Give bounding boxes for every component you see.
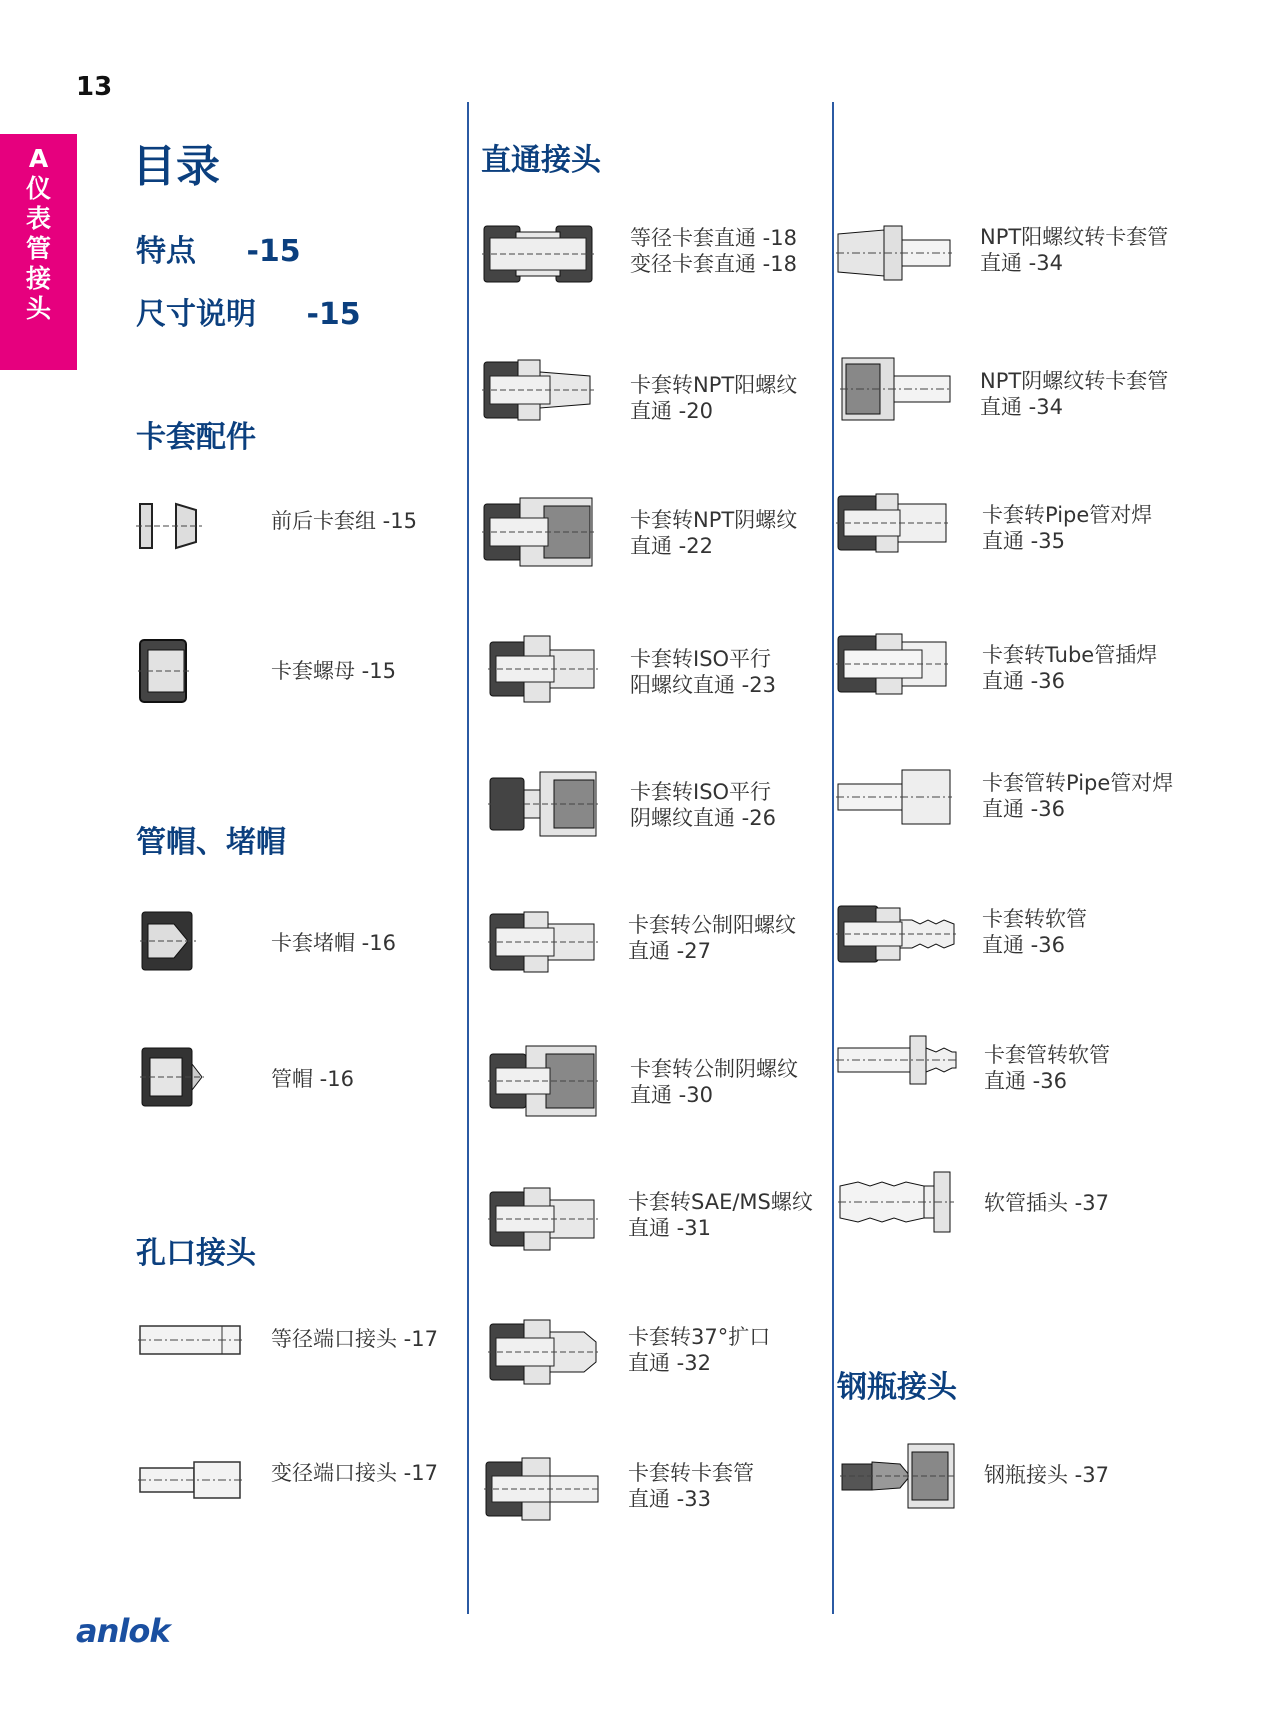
item-label-line1: 卡套转公制阳螺纹 (628, 913, 796, 937)
section-heading-straight: 直通接头 (481, 143, 601, 178)
catalog-item-link[interactable] (982, 770, 1173, 822)
item-label-line2: 直通 -32 (628, 1351, 711, 1375)
tube-adapter-icon (484, 1456, 600, 1522)
male-iso-connector-icon (488, 634, 598, 704)
item-label: 卡套堵帽 -16 (271, 931, 396, 955)
side-tab-char: 头 (25, 294, 51, 323)
catalog-item-link[interactable] (628, 1324, 770, 1376)
catalog-item-link[interactable] (271, 1326, 438, 1352)
item-label-line2: 直通 -36 (984, 1069, 1067, 1093)
item-label-line1: 钢瓶接头 -37 (984, 1463, 1109, 1487)
item-label-line2: 直通 -36 (982, 933, 1065, 957)
catalog-item-link[interactable] (630, 646, 776, 698)
item-label-line2: 直通 -34 (980, 251, 1063, 275)
item-label-line2: 直通 -34 (980, 395, 1063, 419)
hose-connector-icon (836, 904, 956, 964)
item-label-line2: 直通 -20 (630, 399, 713, 423)
toc-dims-page: -15 (306, 297, 361, 332)
item-label-line2: 直通 -36 (982, 669, 1065, 693)
item-label-line1: 卡套转Pipe管对焊 (982, 503, 1153, 527)
section-heading-cylinder: 钢瓶接头 (837, 1370, 957, 1405)
hose-barb-icon (838, 1170, 954, 1234)
item-label-line1: 卡套转公制阴螺纹 (630, 1057, 798, 1081)
catalog-item-link[interactable] (630, 779, 776, 831)
item-label-line1: 软管插头 -37 (984, 1191, 1109, 1215)
toc-title: 目录 (132, 141, 220, 192)
item-label-line1: 卡套管转Pipe管对焊 (982, 771, 1174, 795)
toc-features-page: -15 (246, 234, 301, 269)
item-label-line1: 卡套转ISO平行 (630, 780, 772, 804)
catalog-item-link[interactable] (980, 368, 1168, 420)
pipe-butt-weld-connector-icon (836, 492, 948, 554)
catalog-item-link[interactable] (984, 1462, 1109, 1488)
reducing-port-icon (138, 1456, 242, 1504)
catalog-item-link[interactable] (630, 225, 797, 277)
brand-logo: anlok (76, 1612, 170, 1650)
toc-dims-link[interactable] (136, 289, 361, 333)
item-label-line1: 卡套转卡套管 (628, 1461, 754, 1485)
column-divider (467, 102, 469, 1614)
catalog-item-link[interactable] (982, 502, 1152, 554)
flare-connector-icon (488, 1318, 598, 1386)
item-label: 管帽 -16 (271, 1067, 354, 1091)
section-heading-ferrule: 卡套配件 (136, 420, 256, 455)
toc-features-link[interactable] (136, 226, 301, 270)
item-label-line2: 直通 -31 (628, 1216, 711, 1240)
column-divider (832, 102, 834, 1614)
catalog-item-link[interactable] (271, 658, 396, 684)
catalog-item-link[interactable] (271, 930, 396, 956)
catalog-item-link[interactable] (982, 642, 1157, 694)
catalog-item-link[interactable] (984, 1190, 1109, 1216)
male-metric-connector-icon (488, 910, 598, 974)
item-label: 等径端口接头 -17 (271, 1327, 438, 1351)
catalog-item-link[interactable] (628, 1460, 754, 1512)
female-metric-connector-icon (488, 1044, 598, 1118)
port-connector-icon (138, 1318, 242, 1362)
item-label-line1: 卡套转37°扩口 (628, 1325, 771, 1349)
catalog-item-link[interactable] (630, 507, 797, 559)
item-label-line1: 卡套转SAE/MS螺纹 (628, 1190, 813, 1214)
catalog-item-link[interactable] (628, 1189, 813, 1241)
female-npt-connector-icon (482, 496, 594, 568)
female-npt-tube-adapter-icon (840, 356, 952, 422)
catalog-item-link[interactable] (271, 1460, 438, 1486)
union-icon (482, 222, 594, 286)
catalog-item-link[interactable] (982, 906, 1087, 958)
side-tab-char: 表 (25, 204, 51, 233)
item-label-line1: 卡套转Tube管插焊 (982, 643, 1158, 667)
item-label-line2: 阳螺纹直通 -23 (630, 673, 776, 697)
item-label: 前后卡套组 -15 (271, 509, 417, 533)
catalog-item-link[interactable] (980, 224, 1168, 276)
side-tab-char: 接 (25, 264, 51, 293)
catalog-item-link[interactable] (628, 912, 796, 964)
item-label-line1: 卡套转ISO平行 (630, 647, 772, 671)
cap-icon (140, 1046, 204, 1108)
item-label: 卡套螺母 -15 (271, 659, 396, 683)
item-label-line1: 卡套管转软管 (984, 1043, 1110, 1067)
item-label-line1: 卡套转NPT阳螺纹 (630, 373, 798, 397)
item-label-line1: NPT阴螺纹转卡套管 (980, 369, 1169, 393)
catalog-item-link[interactable] (630, 372, 797, 424)
item-label-line2: 阴螺纹直通 -26 (630, 806, 776, 830)
item-label-line2: 直通 -27 (628, 939, 711, 963)
tube-pipe-butt-weld-adapter-icon (836, 768, 952, 826)
section-heading-caps: 管帽、堵帽 (136, 825, 286, 860)
side-tab-char: 仪 (25, 174, 51, 203)
item-label-line1: 卡套转软管 (982, 907, 1087, 931)
catalog-item-link[interactable] (630, 1056, 798, 1108)
sae-connector-icon (488, 1186, 598, 1252)
item-label-line2: 直通 -33 (628, 1487, 711, 1511)
plug-icon (140, 910, 196, 972)
male-npt-tube-adapter-icon (836, 224, 952, 282)
item-label-line1: 卡套转NPT阴螺纹 (630, 508, 798, 532)
item-label-line2: 直通 -30 (630, 1083, 713, 1107)
toc-dims-label: 尺寸说明 (136, 297, 256, 332)
section-heading-port: 孔口接头 (136, 1236, 256, 1271)
item-label-line1: 等径卡套直通 -18 (630, 226, 797, 250)
item-label-line2: 直通 -35 (982, 529, 1065, 553)
item-label-line2: 直通 -22 (630, 534, 713, 558)
item-label: 变径端口接头 -17 (271, 1461, 438, 1485)
cylinder-connector-icon (840, 1442, 956, 1510)
tube-socket-weld-connector-icon (836, 632, 948, 696)
catalog-item-link[interactable] (984, 1042, 1110, 1094)
catalog-item-link[interactable] (271, 508, 417, 534)
nut-icon (138, 636, 190, 706)
item-label-line2: 直通 -36 (982, 797, 1065, 821)
page-number: 13 (76, 72, 113, 102)
item-label-line1: NPT阳螺纹转卡套管 (980, 225, 1169, 249)
ferrule-set-icon (136, 498, 202, 554)
female-iso-connector-icon (488, 770, 598, 838)
item-label-line2: 变径卡套直通 -18 (630, 252, 797, 276)
male-npt-connector-icon (482, 358, 594, 422)
catalog-item-link[interactable] (271, 1066, 354, 1092)
side-tab-letter: A (28, 144, 49, 173)
section-side-tab (0, 134, 77, 370)
toc-features-label: 特点 (136, 234, 196, 269)
tube-hose-adapter-icon (836, 1034, 958, 1086)
side-tab-char: 管 (25, 234, 51, 263)
